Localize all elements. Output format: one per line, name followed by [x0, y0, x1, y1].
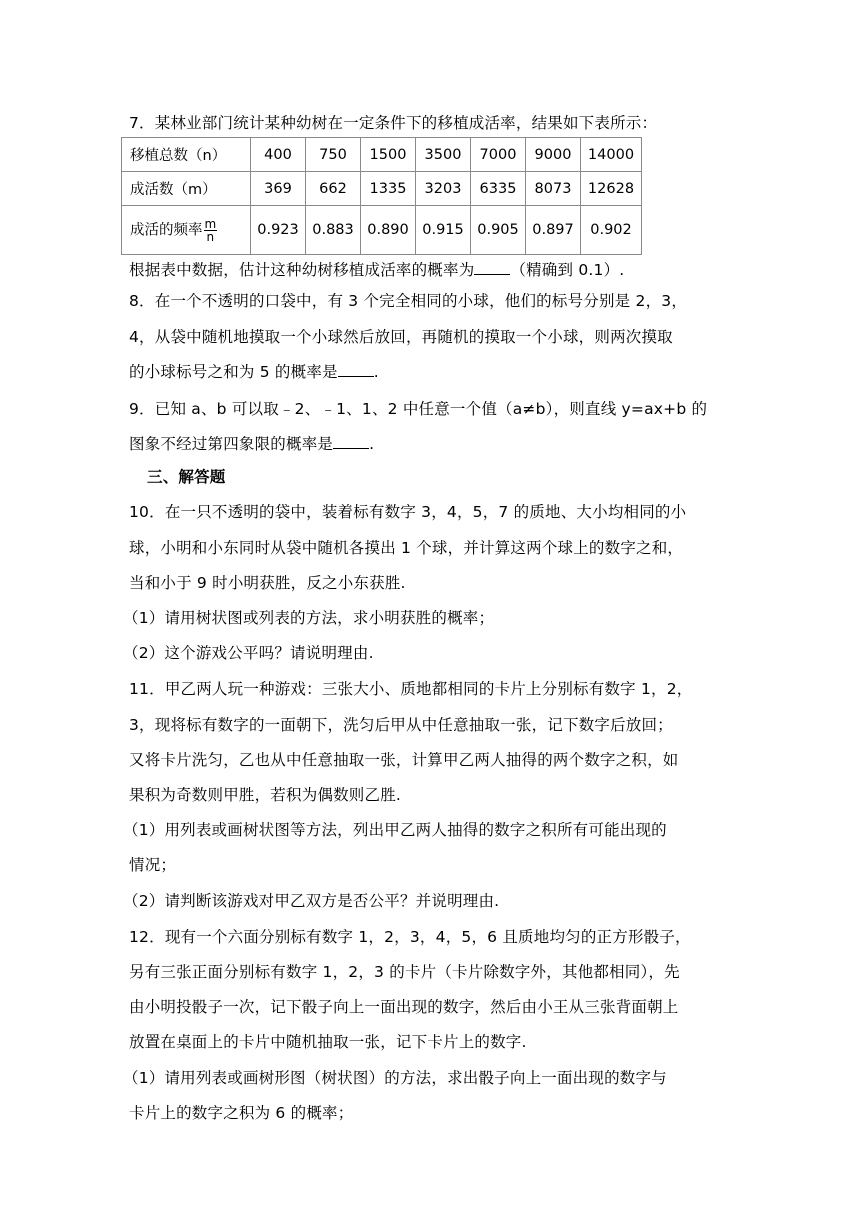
- table-cell: 14000: [581, 138, 642, 172]
- q8-line-3-text: 的小球标号之和为 5 的概率是: [129, 363, 338, 381]
- table-cell: 0.905: [471, 206, 526, 255]
- q7-data-table: [121, 137, 642, 255]
- q12-sub-1b: 卡片上的数字之积为 6 的概率；: [129, 1104, 354, 1122]
- q12-line-2: 另有三张正面分别标有数字 1，2，3 的卡片（卡片除数字外，其他都相同），先: [129, 963, 680, 981]
- frequency-label: 成活的频率: [130, 222, 203, 238]
- table-cell: 3500: [416, 138, 471, 172]
- q7-followup-text: 根据表中数据，估计这种幼树移植成活率的概率为: [129, 261, 475, 279]
- answer-blank: [333, 434, 369, 449]
- q11-line-2: 3，现将标有数字的一面朝下，洗匀后甲从中任意抽取一张，记下数字后放回；: [129, 716, 673, 734]
- table-cell: 400: [251, 138, 306, 172]
- q9-line-2-tail: .: [369, 435, 375, 453]
- row-header-frequency: [122, 206, 251, 255]
- table-cell: 0.890: [361, 206, 416, 255]
- q9-line-1: 9．已知 a、b 可以取﹣2、﹣1、1、2 中任意一个值（a≠b），则直线 y=ax+b 的: [129, 400, 708, 418]
- row-header-survived: 成活数（m）: [122, 172, 251, 206]
- table-cell: 6335: [471, 172, 526, 206]
- table-cell: 1335: [361, 172, 416, 206]
- q10-sub-2: （2）这个游戏公平吗？请说明理由.: [123, 644, 374, 662]
- fraction-denominator: n: [206, 229, 215, 244]
- q10-sub-1: （1）请用树状图或列表的方法，求小明获胜的概率；: [123, 609, 495, 627]
- table-cell: 3203: [416, 172, 471, 206]
- q10-line-2: 球，小明和小东同时从袋中随机各摸出 1 个球，并计算这两个球上的数字之和，: [129, 539, 684, 557]
- table-row: [122, 172, 642, 206]
- fraction-numerator: m: [204, 216, 217, 231]
- q11-sub-1b: 情况；: [129, 856, 177, 874]
- table-row: [122, 138, 642, 172]
- q8-line-2: 4，从袋中随机地摸取一个小球然后放回，再随机的摸取一个小球，则两次摸取: [129, 328, 673, 346]
- q11-line-1: 11．甲乙两人玩一种游戏：三张大小、质地都相同的卡片上分别标有数字 1，2，: [129, 680, 693, 698]
- q11-sub-2: （2）请判断该游戏对甲乙双方是否公平？并说明理由.: [123, 892, 500, 910]
- table-cell: 9000: [526, 138, 581, 172]
- answer-blank: [338, 362, 374, 377]
- q7-followup-tail: （精确到 0.1）.: [510, 261, 625, 279]
- table-cell: 7000: [471, 138, 526, 172]
- q8-line-1: 8．在一个不透明的口袋中，有 3 个完全相同的小球，他们的标号分别是 2，3，: [129, 292, 688, 310]
- table-cell: 0.915: [416, 206, 471, 255]
- row-header-total: 移植总数（n）: [122, 138, 251, 172]
- q11-line-4: 果积为奇数则甲胜，若积为偶数则乙胜.: [129, 786, 402, 804]
- table-cell: 0.902: [581, 206, 642, 255]
- q8-line-3-tail: .: [373, 363, 379, 381]
- table-cell: 1500: [361, 138, 416, 172]
- q12-sub-1a: （1）请用列表或画树形图（树状图）的方法，求出骰子向上一面出现的数字与: [123, 1069, 667, 1087]
- table-cell: 12628: [581, 172, 642, 206]
- answer-blank: [474, 260, 510, 275]
- q10-line-1: 10．在一只不透明的袋中，装着标有数字 3，4，5，7 的质地、大小均相同的小: [129, 503, 687, 521]
- table-cell: 0.897: [526, 206, 581, 255]
- q7-stem: 7．某林业部门统计某种幼树在一定条件下的移植成活率，结果如下表所示：: [129, 114, 658, 132]
- q12-line-1: 12．现有一个六面分别标有数字 1，2，3，4，5，6 且质地均匀的正方形骰子，: [129, 928, 691, 946]
- table-cell: 369: [251, 172, 306, 206]
- q7-followup: [129, 260, 739, 280]
- table-cell: 0.923: [251, 206, 306, 255]
- q9-line-2-text: 图象不经过第四象限的概率是: [129, 435, 334, 453]
- q11-sub-1a: （1）用列表或画树状图等方法，列出甲乙两人抽得的数字之积所有可能出现的: [123, 821, 667, 839]
- table-cell: 0.883: [306, 206, 361, 255]
- q11-line-3: 又将卡片洗匀，乙也从中任意抽取一张，计算甲乙两人抽得的两个数字之积，如: [129, 751, 679, 769]
- q8-line-3: [129, 362, 739, 382]
- table-cell: 662: [306, 172, 361, 206]
- fraction-m-over-n: [204, 218, 218, 243]
- table-cell: 8073: [526, 172, 581, 206]
- section-heading: 三、解答题: [147, 468, 226, 486]
- q12-line-4: 放置在桌面上的卡片中随机抽取一张，记下卡片上的数字.: [129, 1033, 527, 1051]
- table-row: [122, 206, 642, 255]
- q9-line-2: [129, 434, 739, 454]
- table-cell: 750: [306, 138, 361, 172]
- q10-line-3: 当和小于 9 时小明获胜，反之小东获胜.: [129, 574, 406, 592]
- q12-line-3: 由小明投骰子一次，记下骰子向上一面出现的数字，然后由小王从三张背面朝上: [129, 998, 679, 1016]
